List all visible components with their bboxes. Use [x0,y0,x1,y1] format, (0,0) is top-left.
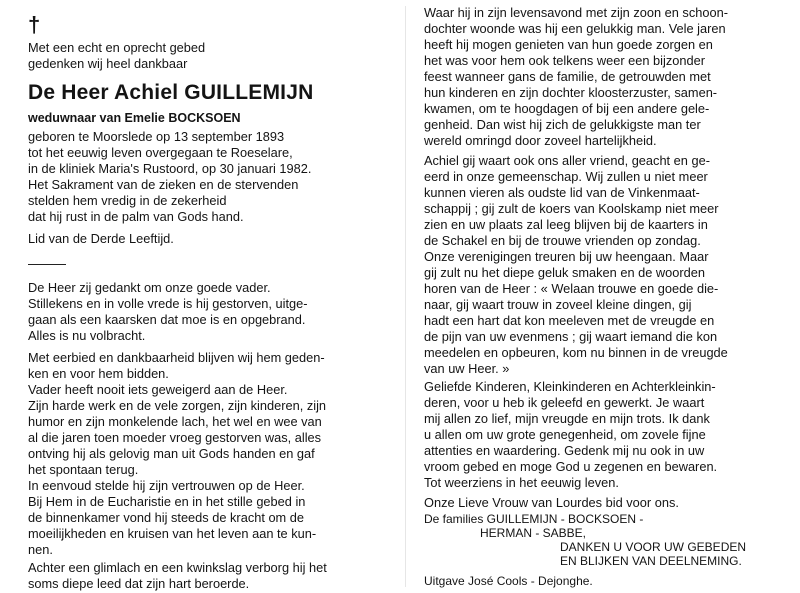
paragraph-line: mij allen zo lief, mijn vreugde en mijn trots. Ik dank [424,411,710,426]
divider [28,264,66,265]
paragraph-line: Alles is nu volbracht. [28,328,146,343]
card-fold-line [405,6,406,587]
cross-icon: † [28,12,41,37]
paragraph-line: gaan als een kaarsken dat moe is en opgebrand. [28,312,306,327]
bio-line: in de kliniek Maria's Rustoord, op 30 januari 1982. [28,161,312,176]
paragraph-line: deren, voor u heb ik geleefd en gewerkt. Je waart [424,395,705,410]
paragraph-line: heeft hij mogen genieten van hun goede zorgen en [424,37,713,52]
intro-line-1: Met een echt en oprecht gebed [28,40,206,55]
paragraph-line: attenties en waardering. Gedenk mij nu ook in uw [424,443,705,458]
family-line: DANKEN U VOOR UW GEBEDEN [560,540,747,554]
bio-line: geboren te Moorslede op 13 september 1893 [28,129,285,144]
membership-line: Lid van de Derde Leeftijd. [28,231,174,246]
paragraph-line: vroom gebed en moge God u zegenen en bewaren. [424,459,718,474]
paragraph-line: gij zult nu het diepe geluk smaken en de woorden [424,265,706,280]
family-line: De families GUILLEMIJN - BOCKSOEN - [424,512,644,526]
bio-line: dat hij rust in de palm van Gods hand. [28,209,244,224]
paragraph-line: Bij Hem in de Eucharistie en in het stille gebed in [28,494,306,509]
paragraph-line: Geliefde Kinderen, Kleinkinderen en Achterkleinkin- [424,379,716,394]
paragraph-line: al die jaren toen moeder vroeg gestorven was, alles [28,430,322,445]
prayer-line: Onze Lieve Vrouw van Lourdes bid voor ons. [424,495,679,510]
deceased-name: De Heer Achiel GUILLEMIJN [28,81,314,104]
paragraph-line: feest wanneer gans de familie, de getrouwden met [424,69,711,84]
paragraph-line: humor en zijn monkelende lach, het wel en wee van [28,414,322,429]
paragraph-line: hadt een hart dat kon meeleven met de vreugde en [424,313,715,328]
paragraph-line: soms diepe leed dat zijn hart beroerde. [28,576,250,591]
paragraph-line: schappij ; gij zult de koers van Koolskamp niet meer [424,201,719,216]
publisher-line: Uitgave José Cools - Dejonghe. [424,574,593,588]
paragraph-line: de Schakel en bij de trouwe vrienden op zondag. [424,233,701,248]
paragraph-line: Zijn harde werk en de vele zorgen, zijn kinderen, zijn [28,398,327,413]
paragraph-line: De Heer zij gedankt om onze goede vader. [28,280,271,295]
bio-line: tot het eeuwig leven overgegaan te Roeselare, [28,145,293,160]
paragraph-line: kunnen vieren als oudste lid van de Vinkenmaat- [424,185,700,200]
paragraph-line: Achter een glimlach en een kwinkslag verborg hij het [28,560,327,575]
paragraph-line: wereld omringd door zoveel hartelijkheid. [424,133,657,148]
paragraph-line: eerd in onze gemeenschap. Wij zullen u niet meer [424,169,708,184]
paragraph-line: Onze verenigingen treuren bij uw heengaan. Maar [424,249,709,264]
paragraph-line: het was voor hem ook telkens weer een bijzonder [424,53,705,68]
intro-line-2: gedenken wij heel dankbaar [28,56,188,71]
bio-line: Het Sakrament van de zieken en de stervenden [28,177,299,192]
paragraph-line: hun kinderen en zijn dochter kloosterzuster, samen- [424,85,718,100]
paragraph-line: Met eerbied en dankbaarheid blijven wij hem geden- [28,350,325,365]
paragraph-line: kwamen, om te hoogdagen of bij een andere gele- [424,101,710,116]
paragraph-line: dochter woonde was hij een gelukkig man. Vele jaren [424,21,726,36]
paragraph-line: Tot weerziens in het eeuwig leven. [424,475,619,490]
paragraph-line: zien en uw plaats zal leeg blijven bij de kaarters in [424,217,708,232]
paragraph-line: horen van de Heer : « Welaan trouwe en goede die- [424,281,719,296]
paragraph-line: Achiel gij waart ook ons aller vriend, geacht en ge- [424,153,710,168]
paragraph-line: het spontaan terug. [28,462,139,477]
paragraph-line: naar, gij waart trouw in zoveel kleine dingen, gij [424,297,692,312]
paragraph-line: Stillekens en in volle vrede is hij gestorven, uitge- [28,296,308,311]
family-line: HERMAN - SABBE, [480,526,587,540]
paragraph-line: genheid. Dan wist hij zich de gelukkigste man ter [424,117,701,132]
paragraph-line: meedelen en opbeuren, kom nu binnen in de vreugde [424,345,728,360]
paragraph-line: Waar hij in zijn levensavond met zijn zoon en schoon- [424,5,728,20]
family-line: EN BLIJKEN VAN DEELNEMING. [560,554,742,568]
paragraph-line: de binnenkamer vond hij steeds de kracht om de [28,510,305,525]
paragraph-line: u allen om uw grote genegenheid, om zovele fijne [424,427,706,442]
paragraph-line: de pijn van uw evenmens ; gij waart iemand die kon [424,329,718,344]
paragraph-line: ken en voor hem bidden. [28,366,169,381]
paragraph-line: ontving hij als gelovig man uit Gods handen en gaf [28,446,315,461]
widower-of: weduwnaar van Emelie BOCKSOEN [28,111,241,125]
paragraph-line: van uw Heer. » [424,361,510,376]
bio-line: stelden hem vredig in de zekerheid [28,193,227,208]
paragraph-line: moeilijkheden en kruisen van het leven aan te kun- [28,526,317,541]
paragraph-line: nen. [28,542,53,557]
paragraph-line: Vader heeft nooit iets geweigerd aan de Heer. [28,382,288,397]
paragraph-line: In eenvoud stelde hij zijn vertrouwen op de Heer. [28,478,305,493]
